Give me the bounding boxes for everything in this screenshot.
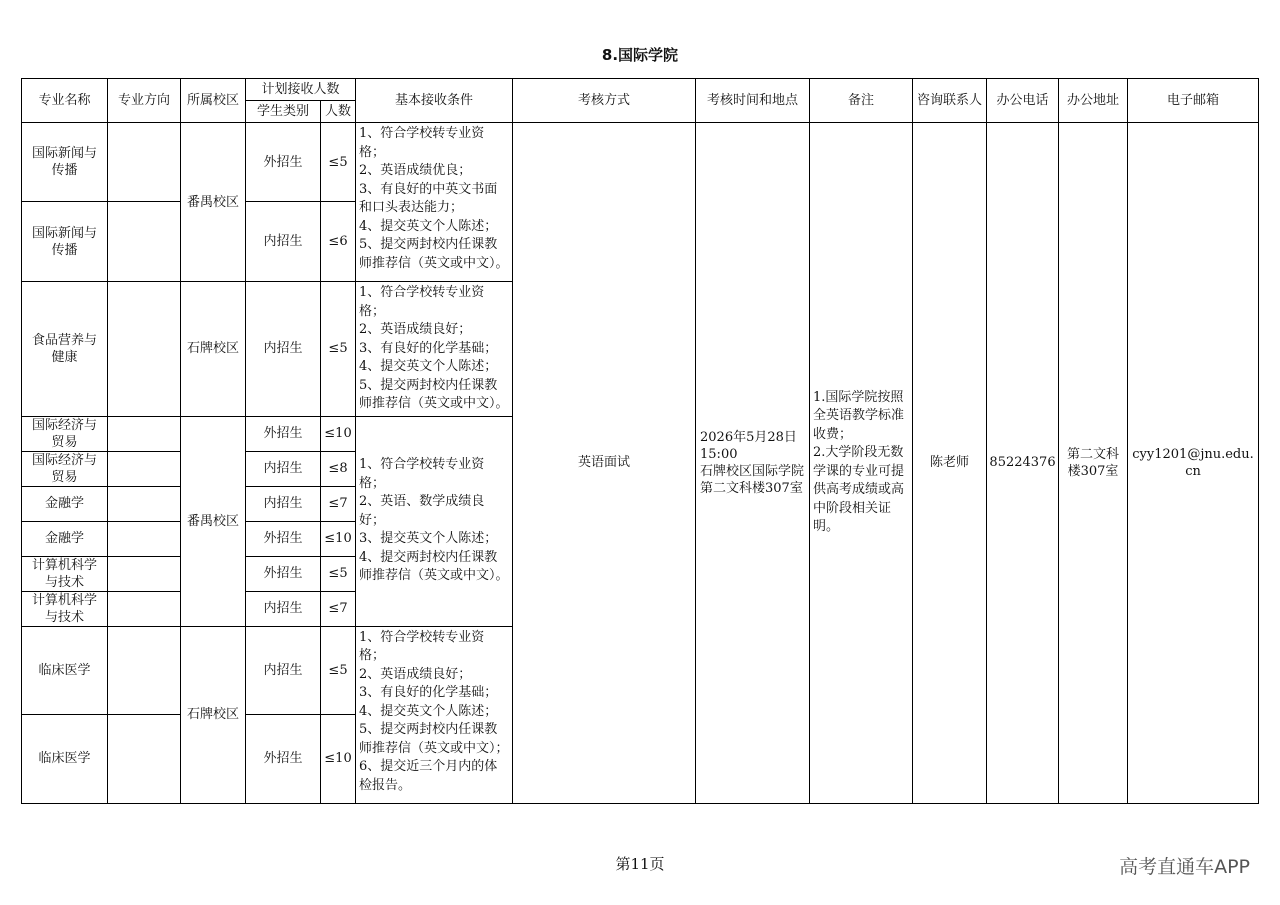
count-cell: ≤7 xyxy=(321,591,356,626)
student-type-cell: 内招生 xyxy=(246,486,321,521)
transfer-table xyxy=(21,78,1259,804)
major-cell: 临床医学 xyxy=(22,714,108,803)
major-cell: 国际经济与 贸易 xyxy=(22,451,108,486)
major-cell: 计算机科学 与技术 xyxy=(22,591,108,626)
header-student-type: 学生类别 xyxy=(246,101,321,123)
direction-cell xyxy=(108,556,181,591)
student-type-cell: 内招生 xyxy=(246,591,321,626)
header-address: 办公地址 xyxy=(1059,79,1128,123)
contact-cell: 陈老师 xyxy=(913,123,987,804)
header-assessment: 考核方式 xyxy=(513,79,696,123)
header-major: 专业名称 xyxy=(22,79,108,123)
conditions-cell: 1、符合学校转专业资格； 2、英语成绩优良； 3、有良好的中英文书面和口头表达能力； 4、提交英文个人陈述； 5、提交两封校内任课教师推荐信（英文或中文）。 xyxy=(356,123,513,282)
header-count: 人数 xyxy=(321,101,356,123)
count-cell: ≤10 xyxy=(321,714,356,803)
header-contact: 咨询联系人 xyxy=(913,79,987,123)
page-number: 第11页 xyxy=(615,855,665,873)
address-cell: 第二文科 楼307室 xyxy=(1059,123,1128,804)
campus-cell: 番禺校区 xyxy=(181,123,246,282)
direction-cell xyxy=(108,486,181,521)
campus-cell: 石牌校区 xyxy=(181,282,246,417)
student-type-cell: 外招生 xyxy=(246,556,321,591)
count-cell: ≤7 xyxy=(321,486,356,521)
header-email: 电子邮箱 xyxy=(1128,79,1259,123)
student-type-cell: 外招生 xyxy=(246,714,321,803)
student-type-cell: 内招生 xyxy=(246,202,321,282)
major-cell: 食品营养与 健康 xyxy=(22,282,108,417)
student-type-cell: 内招生 xyxy=(246,282,321,417)
count-cell: ≤8 xyxy=(321,451,356,486)
student-type-cell: 外招生 xyxy=(246,416,321,451)
count-cell: ≤5 xyxy=(321,282,356,417)
major-cell: 国际新闻与 传播 xyxy=(22,123,108,202)
header-phone: 办公电话 xyxy=(987,79,1059,123)
direction-cell xyxy=(108,282,181,417)
count-cell: ≤10 xyxy=(321,416,356,451)
header-conditions: 基本接收条件 xyxy=(356,79,513,123)
header-time-place: 考核时间和地点 xyxy=(696,79,810,123)
email-cell: cyy1201@jnu.edu. cn xyxy=(1128,123,1259,804)
student-type-cell: 外招生 xyxy=(246,521,321,556)
conditions-cell: 1、符合学校转专业资格； 2、英语成绩良好； 3、有良好的化学基础； 4、提交英文个人陈述； 5、提交两封校内任课教师推荐信（英文或中文）。 xyxy=(356,282,513,417)
conditions-cell: 1、符合学校转专业资格； 2、英语成绩良好； 3、有良好的化学基础； 4、提交英文个人陈述； 5、提交两封校内任课教师推荐信（英文或中文）； 6、提交近三个月内的体检报告。 xyxy=(356,626,513,803)
header-campus: 所属校区 xyxy=(181,79,246,123)
assessment-cell: 英语面试 xyxy=(513,123,696,804)
count-cell: ≤6 xyxy=(321,202,356,282)
student-type-cell: 外招生 xyxy=(246,123,321,202)
direction-cell xyxy=(108,591,181,626)
direction-cell xyxy=(108,202,181,282)
student-type-cell: 内招生 xyxy=(246,626,321,714)
major-cell: 金融学 xyxy=(22,486,108,521)
count-cell: ≤5 xyxy=(321,123,356,202)
direction-cell xyxy=(108,626,181,714)
major-cell: 计算机科学 与技术 xyxy=(22,556,108,591)
watermark: 高考直通车APP xyxy=(1119,856,1250,878)
major-cell: 国际新闻与 传播 xyxy=(22,202,108,282)
student-type-cell: 内招生 xyxy=(246,451,321,486)
count-cell: ≤5 xyxy=(321,556,356,591)
count-cell: ≤5 xyxy=(321,626,356,714)
header-plan: 计划接收人数 xyxy=(246,79,356,101)
major-cell: 金融学 xyxy=(22,521,108,556)
conditions-cell: 1、符合学校转专业资格； 2、英语、数学成绩良好； 3、提交英文个人陈述； 4、提交两封校内任课教师推荐信（英文或中文）。 xyxy=(356,416,513,626)
direction-cell xyxy=(108,123,181,202)
remarks-cell: 1.国际学院按照全英语教学标准收费； 2.大学阶段无数学课的专业可提供高考成绩或高中阶段相关证明。 xyxy=(810,123,913,804)
header-direction: 专业方向 xyxy=(108,79,181,123)
campus-cell: 番禺校区 xyxy=(181,416,246,626)
page-title: 8.国际学院 xyxy=(601,46,679,64)
direction-cell xyxy=(108,451,181,486)
direction-cell xyxy=(108,714,181,803)
campus-cell: 石牌校区 xyxy=(181,626,246,803)
phone-cell: 85224376 xyxy=(987,123,1059,804)
header-remarks: 备注 xyxy=(810,79,913,123)
direction-cell xyxy=(108,416,181,451)
major-cell: 国际经济与 贸易 xyxy=(22,416,108,451)
time-place-cell: 2026年5月28日 15:00 石牌校区国际学院第二文科楼307室 xyxy=(696,123,810,804)
count-cell: ≤10 xyxy=(321,521,356,556)
major-cell: 临床医学 xyxy=(22,626,108,714)
direction-cell xyxy=(108,521,181,556)
